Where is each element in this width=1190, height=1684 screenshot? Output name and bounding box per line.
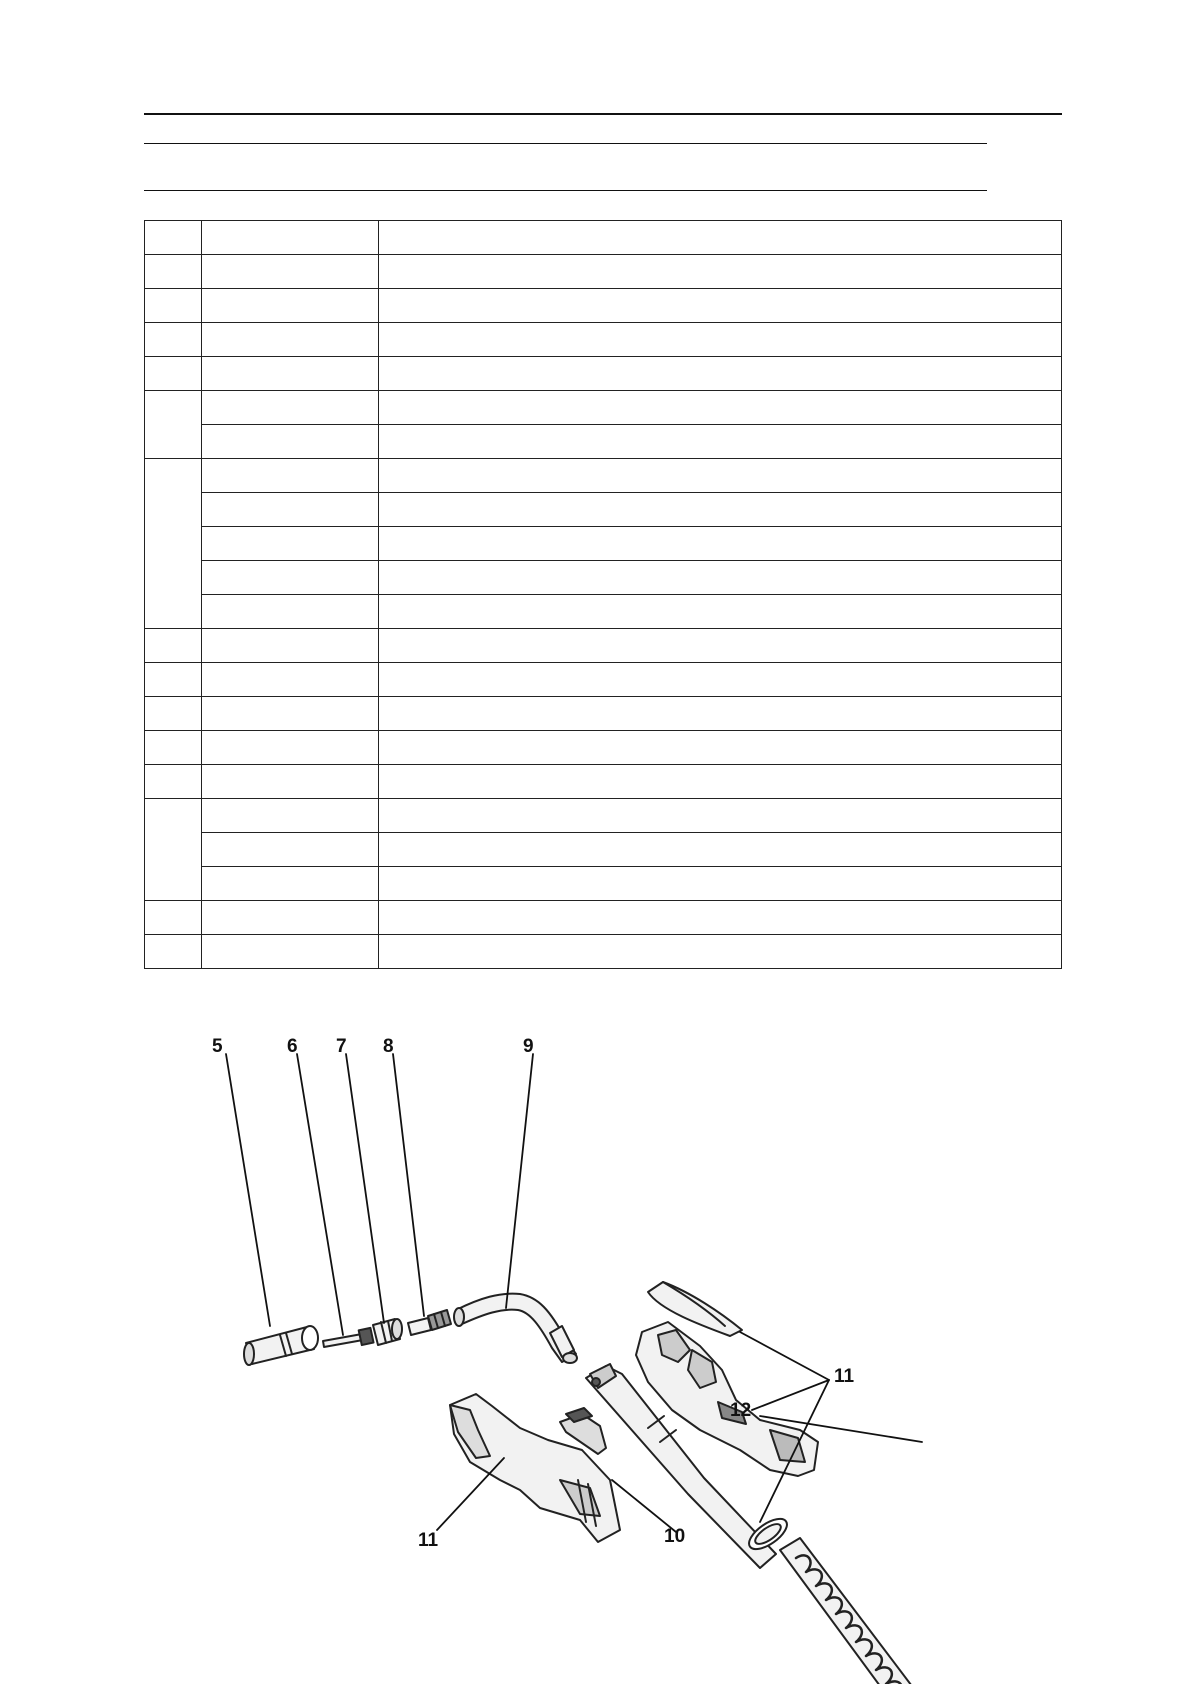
table-row bbox=[145, 493, 1062, 527]
table-row bbox=[145, 425, 1062, 459]
description-cell bbox=[379, 221, 1062, 255]
part-number-cell bbox=[202, 901, 379, 935]
table-row bbox=[145, 765, 1062, 799]
part-number-cell bbox=[202, 629, 379, 663]
callout-11-top: 11 bbox=[834, 1366, 855, 1387]
item-number-cell bbox=[145, 765, 202, 799]
header-rule-lower bbox=[144, 190, 987, 191]
parts-table bbox=[144, 220, 1062, 969]
item-number-cell bbox=[145, 629, 202, 663]
description-cell bbox=[379, 595, 1062, 629]
item-number-cell bbox=[145, 731, 202, 765]
description-cell bbox=[379, 289, 1062, 323]
table-row bbox=[145, 357, 1062, 391]
callout-9: 9 bbox=[523, 1036, 534, 1057]
part-number-cell bbox=[202, 663, 379, 697]
item-number-cell bbox=[145, 663, 202, 697]
item-number-cell bbox=[145, 935, 202, 969]
description-cell bbox=[379, 867, 1062, 901]
description-cell bbox=[379, 731, 1062, 765]
part-number-cell bbox=[202, 459, 379, 493]
description-cell bbox=[379, 799, 1062, 833]
part-number-cell bbox=[202, 391, 379, 425]
table-row bbox=[145, 527, 1062, 561]
table-row bbox=[145, 289, 1062, 323]
part-number-cell bbox=[202, 595, 379, 629]
description-cell bbox=[379, 323, 1062, 357]
item-number-cell bbox=[145, 255, 202, 289]
header-rule-thick bbox=[144, 113, 1062, 115]
callout-11-left: 11 bbox=[418, 1530, 439, 1551]
table-row bbox=[145, 867, 1062, 901]
part-number-cell bbox=[202, 765, 379, 799]
part-number-cell bbox=[202, 697, 379, 731]
part-number-cell bbox=[202, 935, 379, 969]
part-number-cell bbox=[202, 357, 379, 391]
table-row bbox=[145, 901, 1062, 935]
description-cell bbox=[379, 357, 1062, 391]
description-cell bbox=[379, 561, 1062, 595]
part-number-cell bbox=[202, 731, 379, 765]
table-row bbox=[145, 459, 1062, 493]
description-cell bbox=[379, 459, 1062, 493]
description-cell bbox=[379, 697, 1062, 731]
table-row bbox=[145, 629, 1062, 663]
table-row bbox=[145, 833, 1062, 867]
part-number-cell bbox=[202, 867, 379, 901]
table-row bbox=[145, 255, 1062, 289]
item-number-cell bbox=[145, 697, 202, 731]
item-number-cell bbox=[145, 901, 202, 935]
callout-6: 6 bbox=[287, 1036, 298, 1057]
description-cell bbox=[379, 663, 1062, 697]
item-number-cell bbox=[145, 391, 202, 459]
description-cell bbox=[379, 391, 1062, 425]
callout-12: 12 bbox=[730, 1400, 752, 1421]
description-cell bbox=[379, 493, 1062, 527]
item-number-cell bbox=[145, 357, 202, 391]
cable-spring-part bbox=[744, 1513, 956, 1684]
table-row bbox=[145, 731, 1062, 765]
table-row bbox=[145, 663, 1062, 697]
description-cell bbox=[379, 901, 1062, 935]
description-cell bbox=[379, 833, 1062, 867]
table-row bbox=[145, 697, 1062, 731]
diagram-callouts bbox=[0, 1010, 1190, 1551]
table-row bbox=[145, 561, 1062, 595]
part-number-cell bbox=[202, 289, 379, 323]
callout-8: 8 bbox=[383, 1036, 394, 1057]
part-number-cell bbox=[202, 799, 379, 833]
description-cell bbox=[379, 765, 1062, 799]
item-number-cell bbox=[145, 459, 202, 629]
item-number-cell bbox=[145, 289, 202, 323]
callout-7: 7 bbox=[336, 1036, 347, 1057]
table-row bbox=[145, 595, 1062, 629]
part-number-cell bbox=[202, 833, 379, 867]
part-number-cell bbox=[202, 527, 379, 561]
part-number-cell bbox=[202, 425, 379, 459]
callout-5: 5 bbox=[212, 1036, 223, 1057]
table-row bbox=[145, 391, 1062, 425]
table-row bbox=[145, 935, 1062, 969]
item-number-cell bbox=[145, 221, 202, 255]
callout-10: 10 bbox=[664, 1526, 686, 1547]
description-cell bbox=[379, 255, 1062, 289]
part-number-cell bbox=[202, 493, 379, 527]
header-rule-upper bbox=[144, 143, 987, 144]
description-cell bbox=[379, 527, 1062, 561]
table-row bbox=[145, 799, 1062, 833]
table-row bbox=[145, 323, 1062, 357]
description-cell bbox=[379, 935, 1062, 969]
part-number-cell bbox=[202, 561, 379, 595]
part-number-cell bbox=[202, 323, 379, 357]
part-number-cell bbox=[202, 255, 379, 289]
description-cell bbox=[379, 425, 1062, 459]
item-number-cell bbox=[145, 799, 202, 901]
part-number-cell bbox=[202, 221, 379, 255]
table-row bbox=[145, 221, 1062, 255]
item-number-cell bbox=[145, 323, 202, 357]
description-cell bbox=[379, 629, 1062, 663]
